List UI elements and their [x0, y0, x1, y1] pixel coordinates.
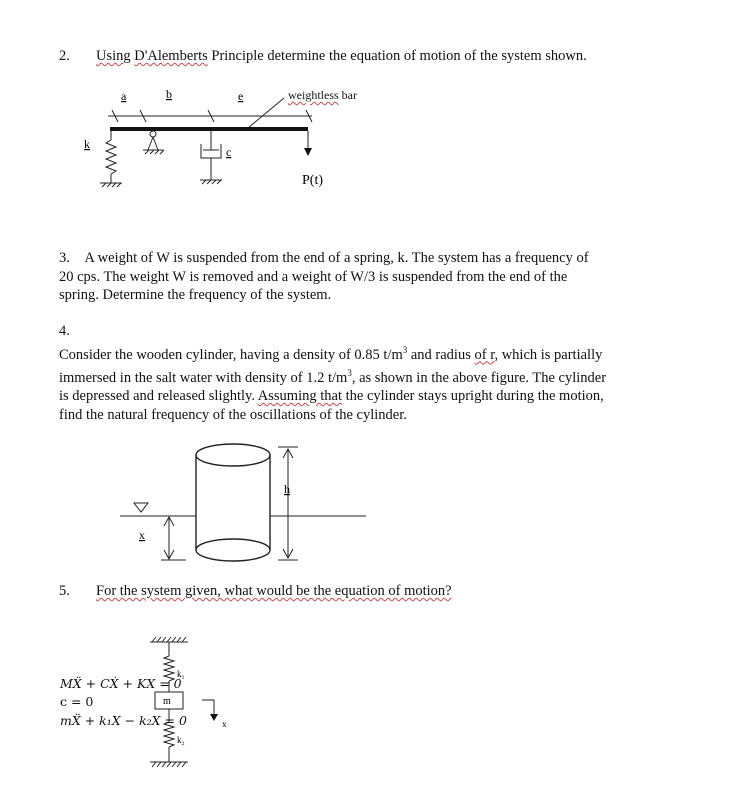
- q4-line3-b: the cylinder stays upright during the motion,: [341, 388, 604, 405]
- q3-line1-text: A weight of W is suspended from the end of a spring, k. The system has a frequency of: [84, 250, 589, 266]
- q4-line1-sup: 3: [402, 344, 408, 355]
- q3-number: 3.: [59, 250, 70, 266]
- q4-figure: [110, 436, 380, 576]
- q4-line2-a: immersed in the salt water with density of 1.2 t/m: [59, 369, 348, 386]
- label-weightless-bar: [288, 88, 357, 103]
- q4-of-r: of r: [474, 346, 495, 363]
- label-k: k: [84, 137, 90, 151]
- spring-k-ground-hatch: [102, 183, 121, 187]
- q2-rest: Principle determine the equation of motion of the system shown.: [211, 48, 587, 64]
- x-arrow-head: [210, 714, 218, 721]
- cylinder-bottom-back: [196, 539, 270, 550]
- q5-equation-3: mẌ + k₁X − k₂X = 0: [60, 713, 187, 728]
- q2-word-dalembert: D'Alemberts: [134, 48, 208, 64]
- label-c: c: [226, 145, 232, 159]
- q3-block: [59, 249, 679, 305]
- q5-equation-1: MẌ + CẊ + KX = 0: [60, 676, 182, 691]
- spring-k: [106, 140, 116, 174]
- q2-word-using: Using: [96, 48, 131, 64]
- q4-line2: [59, 364, 689, 387]
- q3-line1: [59, 249, 679, 268]
- q4-line1-c: , which is partially: [494, 346, 603, 363]
- label-force: P(t): [302, 173, 323, 188]
- force-arrow-head: [304, 148, 312, 156]
- q4-line4: find the natural frequency of the oscillations of the cylinder.: [59, 406, 407, 423]
- weightless-bar: [110, 127, 308, 131]
- q4-number: 4.: [59, 323, 70, 339]
- q4-line1: [59, 341, 689, 364]
- q2-text: [96, 47, 587, 66]
- cylinder-top: [196, 444, 270, 466]
- q4-line1-a: Consider the wooden cylinder, having a density of 0.85 t/m: [59, 346, 403, 363]
- label-x: x: [139, 528, 145, 542]
- cylinder-bottom-front: [196, 550, 270, 561]
- q4-line2-sup: 3: [347, 367, 352, 378]
- q4-line3-a: is depressed and released slightly.: [59, 388, 258, 405]
- q4-assuming: Assuming that: [257, 388, 342, 405]
- pivot-pin: [150, 131, 156, 137]
- ceiling-hatch: [152, 637, 186, 642]
- q4-line3: [59, 387, 689, 406]
- label-a: a: [121, 89, 127, 103]
- q3-line3: spring. Determine the frequency of the system.: [59, 287, 332, 303]
- label-bar: bar: [341, 88, 357, 102]
- label-k2: k₂: [177, 735, 185, 745]
- q4-line2-b: , as shown in the above figure. The cylinder: [351, 369, 607, 386]
- label-m: m: [163, 696, 171, 707]
- weightless-bar-leader: [248, 98, 284, 128]
- label-weightless: weightless: [288, 88, 339, 102]
- pivot-leg-2: [153, 137, 158, 150]
- label-b: b: [166, 87, 172, 101]
- q4-line1-b: and radius: [407, 346, 475, 363]
- label-h: h: [284, 482, 290, 496]
- q5-number: 5.: [59, 583, 70, 599]
- pivot-ground-hatch: [145, 150, 164, 154]
- pivot-leg-1: [148, 137, 153, 150]
- floor-hatch: [152, 762, 186, 767]
- q2-number: 2.: [59, 48, 70, 64]
- q5-question: For the system given, what would be the equation of motion?: [96, 583, 452, 599]
- q4-block: [59, 322, 689, 424]
- label-e: e: [238, 89, 244, 103]
- q3-line2: 20 cps. The weight W is removed and a weight of W/3 is suspended from the end of the: [59, 268, 568, 285]
- label-k1: k₁: [177, 669, 185, 679]
- q5-equation-2: c = 0: [60, 694, 94, 709]
- water-level-symbol: [134, 503, 148, 512]
- damper-ground-hatch: [202, 180, 221, 184]
- label-x-q5: x: [222, 719, 227, 729]
- q5-figure: [140, 630, 250, 780]
